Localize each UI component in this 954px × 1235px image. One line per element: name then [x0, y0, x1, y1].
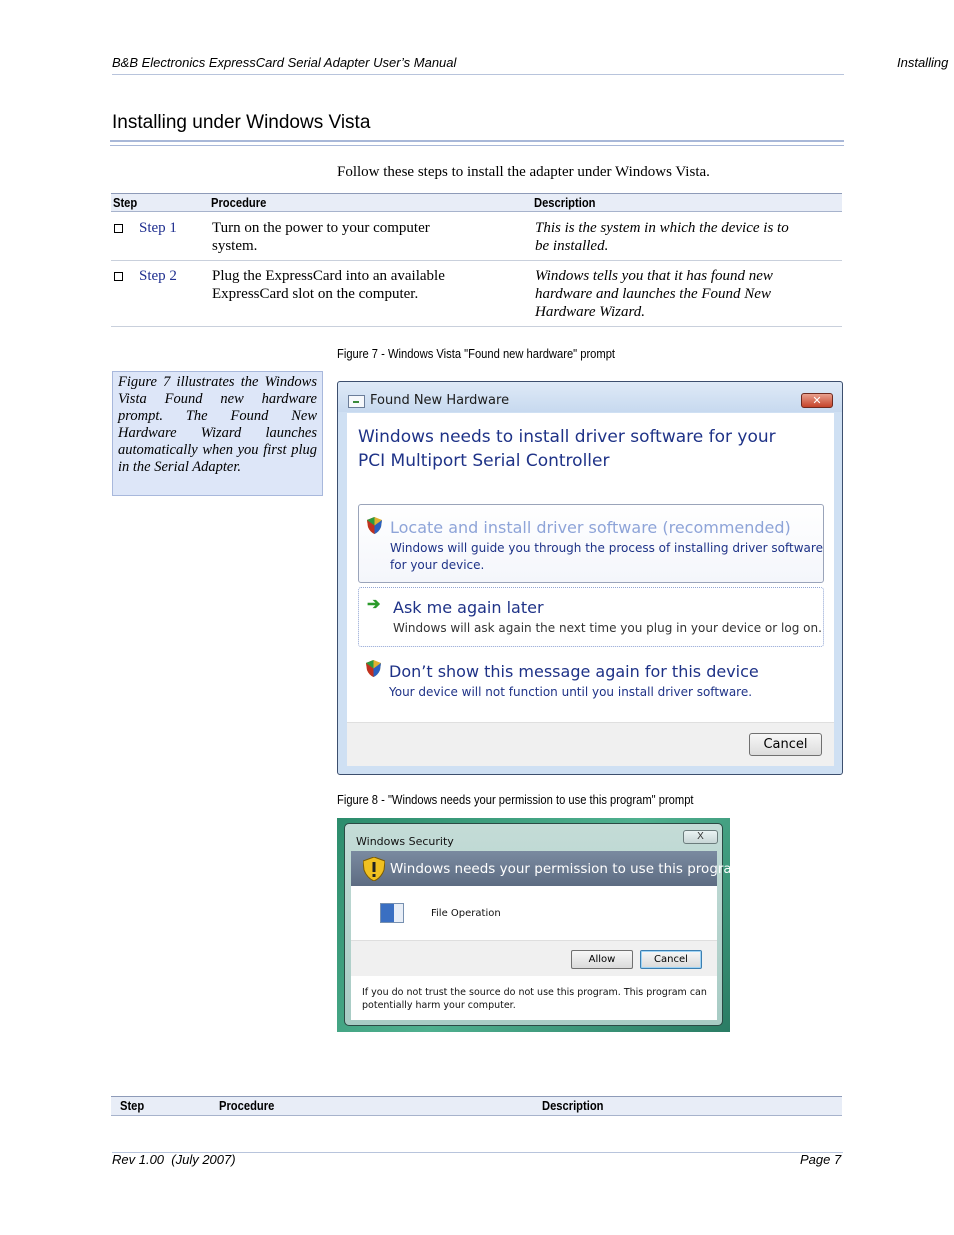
- running-header-title: B&B Electronics ExpressCard Serial Adapter User’s Manual: [112, 55, 457, 70]
- revision-info: Rev 1.00 (July 2007): [112, 1152, 236, 1167]
- dialog-headline: Windows needs to install driver software for your PCI Multiport Serial Controller: [358, 427, 776, 471]
- green-arrow-icon: ➔: [367, 596, 381, 613]
- windows-security-screenshot: [337, 818, 745, 1032]
- button-bar: [351, 940, 717, 976]
- dialog-titlebar: [338, 382, 842, 412]
- dialog-content: [347, 413, 834, 722]
- col-header-procedure: Procedure: [219, 1098, 275, 1113]
- step-2-procedure: Plug the ExpressCard into an available ExpressCard slot on the computer.: [212, 268, 445, 302]
- step-1-description: This is the system in which the device is to be installed.: [535, 220, 789, 254]
- windows-security-dialog: [344, 823, 745, 1026]
- checkbox-icon[interactable]: [114, 272, 123, 281]
- table-bottom-rule: [111, 326, 842, 327]
- step-2-label: Step 2: [139, 268, 177, 284]
- col-header-description: Description: [542, 1098, 604, 1113]
- table-header: [111, 194, 842, 212]
- file-operation-icon: [380, 903, 404, 923]
- section-rule: [110, 140, 844, 142]
- section-title: Installing under Windows Vista: [112, 112, 371, 133]
- dialog-body: [351, 886, 717, 940]
- option-2-title: Ask me again later: [393, 598, 544, 617]
- figure-8-caption: Figure 8 - "Windows needs your permission to use this program" prompt: [337, 792, 694, 807]
- step-2-description: Windows tells you that it has found new hardware and launches the Found New Hardware Wizard.: [535, 268, 773, 320]
- banner-text: Windows needs your permission to use this program: [390, 861, 745, 877]
- col-header-step: Step: [113, 195, 138, 210]
- uac-shield-icon: [366, 660, 381, 677]
- table-row-rule: [111, 260, 842, 261]
- option-2-description: Windows will ask again the next time you plug in your device or log on.: [393, 621, 822, 635]
- permission-banner: [351, 851, 745, 886]
- figure-7-caption: Figure 7 - Windows Vista "Found new hardware" prompt: [337, 346, 616, 361]
- running-header-section: Installing: [897, 55, 949, 70]
- intro-paragraph: Follow these steps to install the adapter under Windows Vista.: [337, 164, 710, 180]
- option-3-description: Your device will not function until you install driver software.: [389, 685, 753, 699]
- dialog-title: Found New Hardware: [370, 393, 510, 408]
- file-operation-label: File Operation: [431, 908, 501, 919]
- option-ask-later[interactable]: [358, 587, 824, 647]
- col-header-step: Step: [120, 1098, 145, 1113]
- option-dont-show[interactable]: [358, 657, 824, 707]
- step-1-label: Step 1: [139, 220, 177, 236]
- header-rule: [112, 74, 844, 75]
- trust-warning-note: If you do not trust the source do not use this program. This program can potentially harm your computer.: [351, 976, 717, 1020]
- figure-7-side-note: Figure 7 illustrates the Windows Vista Found new hardware prompt. The Found New Hardware Wizard launches automatically when you first plug in the Serial Adapter.: [112, 371, 323, 496]
- warning-shield-icon: [363, 857, 385, 881]
- cancel-button[interactable]: Cancel: [749, 733, 822, 756]
- step-1-procedure: Turn on the power to your computer system.: [212, 220, 430, 254]
- section-rule-thin: [110, 145, 844, 146]
- close-button[interactable]: X: [683, 830, 718, 844]
- option-1-description: Windows will guide you through the process of installing driver software for your device.: [390, 541, 823, 572]
- found-new-hardware-dialog: [337, 381, 843, 775]
- allow-button[interactable]: Allow: [571, 950, 633, 969]
- cancel-button[interactable]: Cancel: [640, 950, 702, 969]
- col-header-procedure: Procedure: [211, 195, 267, 210]
- page-number: Page 7: [800, 1152, 842, 1167]
- option-3-title: Don’t show this message again for this device: [389, 662, 759, 681]
- window-title: Windows Security: [356, 835, 454, 848]
- hardware-icon: [348, 395, 365, 408]
- uac-shield-icon: [367, 517, 382, 534]
- option-locate-install[interactable]: [358, 504, 824, 583]
- col-header-description: Description: [534, 195, 596, 210]
- option-1-title: Locate and install driver software (recommended): [390, 518, 791, 537]
- close-button[interactable]: ✕: [801, 393, 833, 408]
- table-2-header: [111, 1097, 842, 1116]
- dialog-footer: [347, 722, 834, 766]
- checkbox-icon[interactable]: [114, 224, 123, 233]
